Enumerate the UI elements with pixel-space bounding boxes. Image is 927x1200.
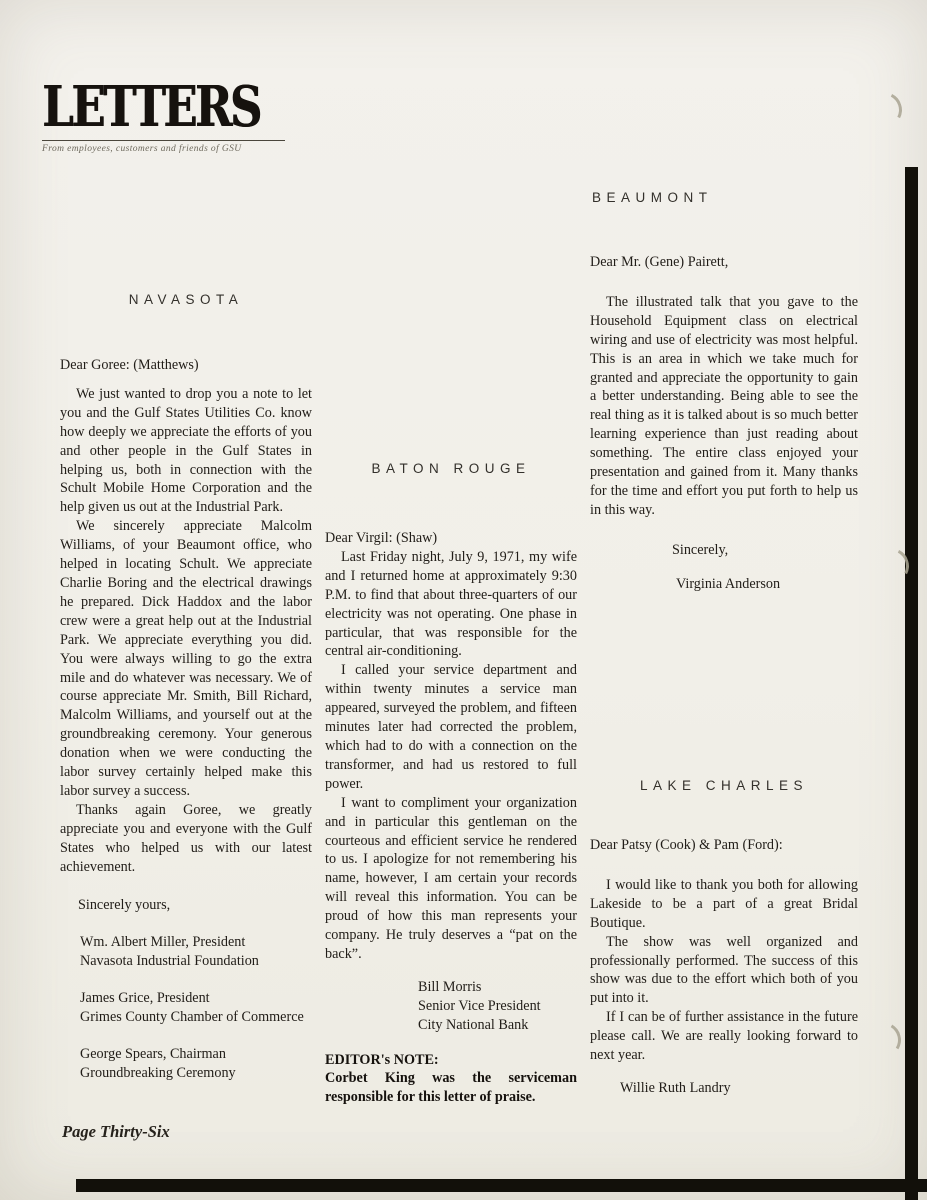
salutation: Dear Goree: (Matthews): [60, 357, 199, 373]
closing-line: Sincerely yours,: [78, 897, 171, 914]
letter-lake-charles: [590, 836, 858, 1098]
scan-edge-artifact-bottom: [76, 1179, 927, 1192]
signature-block: [60, 989, 312, 1027]
section-heading-beaumont: BEAUMONT: [592, 190, 713, 205]
section-heading-baton-rouge: BATON ROUGE: [371, 461, 531, 476]
letter-beaumont: [590, 253, 858, 594]
signer-name: Wm. Albert Miller, President: [80, 934, 246, 951]
salutation: Dear Patsy (Cook) & Pam (Ford):: [590, 837, 783, 853]
signer-org: City National Bank: [418, 1016, 529, 1033]
signature-block: [590, 1079, 858, 1098]
page-curl-mark: [861, 1018, 905, 1062]
page-curl-mark: [861, 87, 906, 132]
editor-note-label: EDITOR's NOTE:: [325, 1051, 439, 1068]
masthead-title: LETTERS: [42, 74, 260, 140]
letter-paragraph: I called your service department and within twenty minutes a service man appeared, surveyed the problem, and fifteen minutes later had corrected the problem, which had to do with a connection on the transformer, and had us restored to full power.: [325, 662, 577, 792]
section-heading-navasota: NAVASOTA: [128, 292, 244, 307]
masthead-tagline: From employees, customers and friends of GSU: [42, 144, 242, 154]
section-heading-lake-charles: LAKE CHARLES: [639, 778, 809, 793]
editor-note-text: Corbet King was the serviceman responsible for this letter of praise.: [325, 1070, 577, 1106]
signer-name: James Grice, President: [80, 990, 210, 1007]
letter-paragraph: We just wanted to drop you a note to let you and the Gulf States Utilities Co. know how deeply we appreciate the efforts of you and other people in the Gulf States in helping us, both in connection with the Schult Mobile Home Corporation and the help given us out at the Industrial Park.: [60, 385, 312, 516]
signature-block: [590, 575, 858, 594]
masthead: [42, 74, 314, 154]
letter-paragraph: Thanks again Goree, we greatly appreciate you and everyone with the Gulf States who helped us with our latest achievement.: [60, 801, 312, 875]
signer-org: Grimes County Chamber of Commerce: [80, 1009, 304, 1026]
letter-paragraph: We sincerely appreciate Malcolm Williams, of your Beaumont office, who helped in locating Schult. We appreciate Charlie Boring and the electrical drawings he prepared. Dick Haddox and the labor crew were a great help out at the Industrial Park. We appreciate everything you did. You were always willing to go the extra mile and do whatever was necessary. We of course appreciate Mr. Smith, Bill Richard, Malcolm Williams, and yourself out at the groundbreaking ceremony. Your generous donation when we were conducting the labor survey certainly helped make this labor survey a success.: [60, 518, 312, 799]
letter-paragraph: Last Friday night, July 9, 1971, my wife and I returned home at approximately 9:30 P.M. to find that about three-quarters of our electricity was not operating. One phase in particular, that was responsible for the central air-conditioning.: [325, 548, 577, 660]
signer-title: Senior Vice President: [418, 997, 541, 1014]
letter-navasota: [60, 356, 312, 1083]
page-number: Page Thirty-Six: [62, 1122, 170, 1141]
signer-org: Navasota Industrial Foundation: [80, 953, 259, 970]
letter-paragraph: The show was well organized and professionally performed. The success of this show was due to the effort which both of you put into it.: [590, 933, 858, 1007]
masthead-rule: [42, 140, 285, 141]
signature-block: [60, 933, 312, 971]
letter-paragraph: I would like to thank you both for allowing Lakeside to be a part of a great Bridal Boutique.: [590, 876, 858, 931]
letter-paragraph: The illustrated talk that you gave to the Household Equipment class on electrical wiring and use of electricity was most helpful. This is an area in which we take much for granted and appreciate the opportunity to gain a better understanding. Being able to see the real thing as it is talked about is so much better learning experience than just reading about something. The entire class enjoyed your presentation and gained from it. Many thanks for the time and effort you put forth to help us in this way.: [590, 293, 858, 518]
signer-name: Bill Morris: [418, 978, 482, 995]
signer-name: Virginia Anderson: [676, 575, 781, 592]
signature-block: [60, 1045, 312, 1083]
signature-block: [325, 978, 577, 1035]
salutation: Dear Virgil: (Shaw): [325, 530, 438, 546]
editor-note: [325, 1051, 577, 1108]
letter-baton-rouge: [325, 529, 577, 1107]
closing-line: Sincerely,: [672, 541, 729, 558]
signer-name: George Spears, Chairman: [80, 1046, 226, 1062]
letter-paragraph: If I can be of further assistance in the future please call. We are really looking forward to next year.: [590, 1009, 858, 1064]
signer-name: Willie Ruth Landry: [620, 1079, 731, 1096]
signer-org: Groundbreaking Ceremony: [80, 1064, 236, 1081]
salutation: Dear Mr. (Gene) Pairett,: [590, 254, 729, 270]
scan-edge-artifact-right: [905, 167, 918, 1200]
letter-paragraph: I want to compliment your organization and in particular this gentleman on the courteous and efficient service he rendered to us. I apologize for not remembering his name, however, I am certain your records will reveal this information. You can be proud of how this man represents your company. He truly deserves a “pat on the back”.: [325, 794, 577, 962]
